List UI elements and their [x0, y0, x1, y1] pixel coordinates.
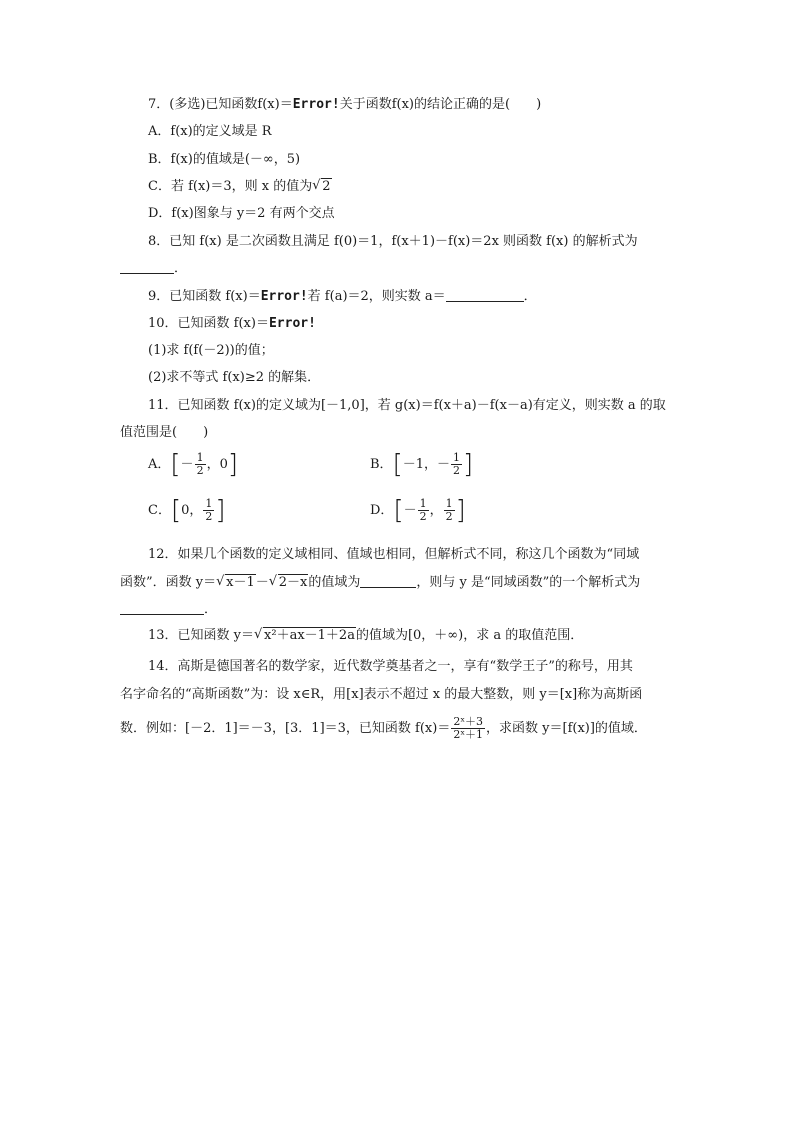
q11-option-d: D．[－ $\frac{1}{2}$ ， $\frac{1}{2}$ ] — [370, 495, 466, 526]
q14-line3: 数．例如：[－2．1]＝－3，[3．1]＝3，已知函数 f(x)＝ $\frac{\text{2ˣ＋3}}{\text{2ˣ＋1}}$ ，求函数 y＝[f(x)]的值域． — [120, 715, 647, 741]
q14-frac: $\frac{\text{2ˣ＋3}}{\text{2ˣ＋1}}$ — [453, 715, 484, 741]
q11-d-frac-2: $\frac{1}{2}$ — [445, 497, 453, 523]
q7-tail: 的结论正确的是( ) — [414, 97, 542, 112]
q12-sqrt-1: √ x－1 — [216, 573, 256, 593]
q7-head: 7．(多选)已知函数 — [148, 97, 258, 112]
q8-line2: ． — [120, 259, 187, 279]
q11-option-a: A．[－ $\frac{1}{2}$ ，0] — [148, 449, 238, 480]
q9-error-text: Error! — [260, 289, 308, 304]
q13-sqrt: √ x²＋ax－1＋2a — [254, 626, 356, 646]
q12-range-blank[interactable] — [360, 573, 416, 588]
q11-b-frac: $\frac{1}{2}$ — [453, 451, 460, 477]
q12-sqrt-2: √ 2－x — [269, 573, 309, 593]
q14-line1: 14．高斯是德国著名的数学家，近代数学奠基者之一，享有“数学王子”的称号，用其 — [148, 659, 633, 674]
q12-line2: 函数”．函数 y＝√ x－1－√ 2－x的值域为 ，则与 y 是“同域函数”的一个解析式为 — [120, 573, 640, 593]
q11-line2: 值范围是( ) — [120, 425, 209, 440]
q10-sub1: (1)求 f(f(－2))的值； — [148, 343, 274, 358]
q7-mid: 关于函数 — [339, 97, 392, 112]
q7-fx-2: f(x) — [391, 97, 415, 112]
q10-sub2: (2)求不等式 f(x)≥2 的解集． — [148, 370, 321, 385]
q10-stem: 10．已知函数 f(x)＝Error! — [148, 316, 316, 331]
q10-error-text: Error! — [268, 316, 316, 331]
q11-a-frac: $\frac{1}{2}$ — [196, 451, 204, 477]
q11-option-b: B．[－1，－ $\frac{1}{2}$ ] — [370, 449, 474, 480]
q13-stem: 13．已知函数 y＝√ x²＋ax－1＋2a的值域为[0，＋∞)，求 a 的取值范围． — [148, 626, 583, 646]
q7-option-b: B．f(x)的值域是(－∞，5) — [148, 152, 301, 167]
q14-line2: 名字命名的“高斯函数”为：设 x∈R，用[x]表示不超过 x 的最大整数，则 y＝[x]称为高斯函 — [120, 687, 643, 702]
q7-fx: f(x) — [257, 97, 280, 112]
q11-c-frac: $\frac{1}{2}$ — [205, 497, 213, 523]
q11-d-frac-1: $\frac{1}{2}$ — [419, 497, 427, 523]
q11-line1: 11．已知函数 f(x)的定义域为[－1,0]，若 g(x)＝f(x＋a)－f(x－a)有定义，则实数 a 的取 — [148, 398, 666, 413]
q7-option-a: A．f(x)的定义域是 R — [148, 124, 272, 139]
q8-answer-blank[interactable] — [120, 259, 174, 274]
q9-stem: 9．已知函数 f(x)＝Error!若 f(a)＝2，则实数 a＝ ． — [148, 289, 537, 304]
q12-expression-blank[interactable] — [120, 600, 204, 615]
q12-line3: ． — [120, 600, 217, 620]
q7-option-c-text: C．若 f(x)＝3，则 x 的值为 — [148, 179, 313, 194]
q9-answer-blank[interactable] — [446, 287, 524, 302]
q8-line1: 8．已知 f(x) 是二次函数且满足 f(0)＝1，f(x＋1)－f(x)＝2x 则函数 f(x) 的解析式为 — [148, 234, 638, 249]
q7-sqrt: √ 2 — [312, 177, 331, 197]
q7-stem — [148, 95, 541, 115]
q7-option-c — [148, 177, 332, 197]
q11-option-c: C．[0， $\frac{1}{2}$ ] — [148, 495, 226, 526]
q12-line1: 12．如果几个函数的定义域相同、值域也相同，但解析式不同，称这几个函数为“同域 — [148, 547, 640, 562]
q7-eq: ＝ — [279, 97, 293, 112]
q7-option-d: D．f(x)图象与 y＝2 有两个交点 — [148, 206, 335, 221]
q7-error-text: Error! — [292, 97, 340, 112]
